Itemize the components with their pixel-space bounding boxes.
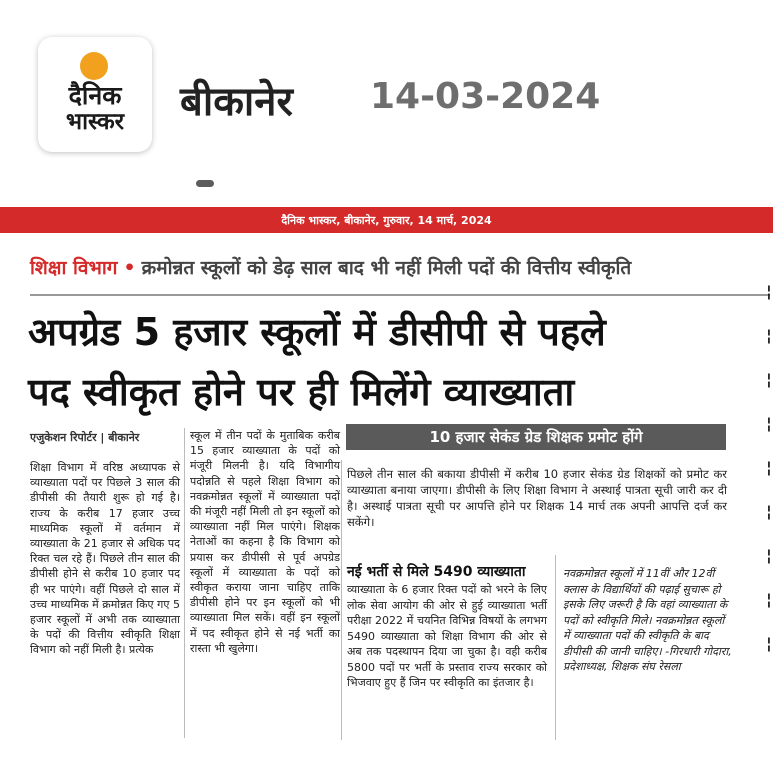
headline-line-2: पद स्वीकृत होने पर ही मिलेंगे व्याख्याता <box>28 370 575 414</box>
byline: एजुकेशन रिपोर्टर | बीकानेर <box>30 431 140 444</box>
kicker-text: क्रमोन्नत स्कूलों को डेढ़ साल बाद भी नहीं मिली पदों की वित्तीय स्वीकृति <box>141 257 632 279</box>
bullet: • <box>123 257 136 279</box>
sun-icon <box>80 52 108 80</box>
scan-mark <box>196 180 214 187</box>
article-column-4: व्याख्याता के 6 हजार रिक्त पदों को भरने के लिए लोक सेवा आयोग की ओर से हुई व्याख्याता भर्ती परीक्षा 2022 में चयनित विभिन्न विषयों के लगभग 5490 व्याख्याता को शिक्षा विभाग की ओर से अब तक पदस्थापन दिया जा चुका है। वही करीब 5800 पदों पर भर्ती के प्रस्ताव राज्य सरकार को भिजवाए हुए हैं जिन पर स्वीकृति का इंतजार है। <box>347 583 547 689</box>
kicker-line <box>30 254 770 280</box>
article-column-3: पिछले तीन साल की बकाया डीपीसी में करीब 10 हजार सेकंड ग्रेड शिक्षकों को प्रमोट कर व्याख्याता बनाया जाएगा। डीपीसी के लिए शिक्षा विभाग ने अस्थाई पात्रता सूची जारी कर दी है। अस्थाई पात्रता सूची पर आपत्ति होने पर शिक्षक 14 मार्च तक अपनी आपत्ति दर्ज कर सकेंगे। <box>347 467 727 529</box>
kicker-divider <box>30 294 770 296</box>
cropped-edge-text: ¦ ¦ ¦ ¦ ¦ ¦ ¦ ¦ ¦ <box>766 282 772 653</box>
subhead-promotion: 10 हजार सेकंड ग्रेड शिक्षक प्रमोट होंगे <box>346 424 726 450</box>
city-title: बीकानेर <box>180 79 293 125</box>
subhead-new-recruitment: नई भर्ती से मिले 5490 व्याख्याता <box>347 564 526 580</box>
column-divider <box>341 460 342 740</box>
logo-line-2: भास्कर <box>65 109 125 135</box>
logo-line-1: दैनिक <box>68 81 122 110</box>
date-label: 14-03-2024 <box>370 76 601 117</box>
department-label: शिक्षा विभाग <box>30 257 118 279</box>
headline-line-1: अपग्रेड 5 हजार स्कूलों में डीसीपी से पहले <box>28 310 606 354</box>
column-divider <box>184 428 185 738</box>
newspaper-masthead-band: दैनिक भास्कर, बीकानेर, गुरुवार, 14 मार्च, 2024 <box>0 207 773 233</box>
article-column-1: शिक्षा विभाग में वरिष्ठ अध्यापक से व्याख्याता पदों पर पिछले 3 साल की डीपीसी की तैयारी शुरू हो गई है। राज्य के करीब 17 हजार उच्च माध्यमिक स्कूलों में वर्तमान में व्याख्याता के 21 हजार से अधिक पद रिक्त चल रहे हैं। पिछले तीन साल की डीपीसी होने से करीब 10 हजार पद ही भर पाएंगे। वहीं पिछले दो साल में उच्च माध्यमिक में क्रमोन्नत किए गए 5 हजार स्कूलों में अभी तक व्याख्याता के पदों की वित्तीय स्वीकृति शिक्षा विभाग को नहीं मिली है। प्रत्येक <box>30 461 180 657</box>
teacher-union-quote: नवक्रमोन्नत स्कूलों में 11वीं और 12वीं क्लास के विद्यार्थियों की पढ़ाई सुचारू हो इसके लिए जरूरी है कि वहां व्याख्याता के पदों को स्वीकृति मिले। नवक्रमोन्नत स्कूलों में व्याख्याता पदों की स्वीकृति के बाद डीपीसी की जानी चाहिए। -गिरधारी गोदारा, प्रदेशाध्यक्ष, शिक्षक संघ रेसला <box>563 567 732 673</box>
article-column-2: स्कूल में तीन पदों के मुताबिक करीब 15 हजार व्याख्याता के पदों को मंजूरी मिलनी है। यदि विभागीय पदोन्नति से पहले शिक्षा विभाग को नवक्रमोन्नत स्कूलों में व्याख्याता पदों की मंजूरी नहीं मिली तो इन स्कूलों को व्याख्याता नहीं मिल पाएंगे। शिक्षक नेताओं का कहना है कि विभाग को प्रयास कर डीपीसी से पूर्व अपग्रेड स्कूलों में व्याख्याता के पदों को स्वीकृत कराया जाना चाहिए ताकि डीपीसी होने पर इन स्कूलों को भी व्याख्याता मिल सकें। वहीं इन स्कूलों में पद स्वीकृत होने से नई भर्ती का रास्ता भी खुलेगा। <box>190 429 340 655</box>
column-divider <box>555 555 556 740</box>
